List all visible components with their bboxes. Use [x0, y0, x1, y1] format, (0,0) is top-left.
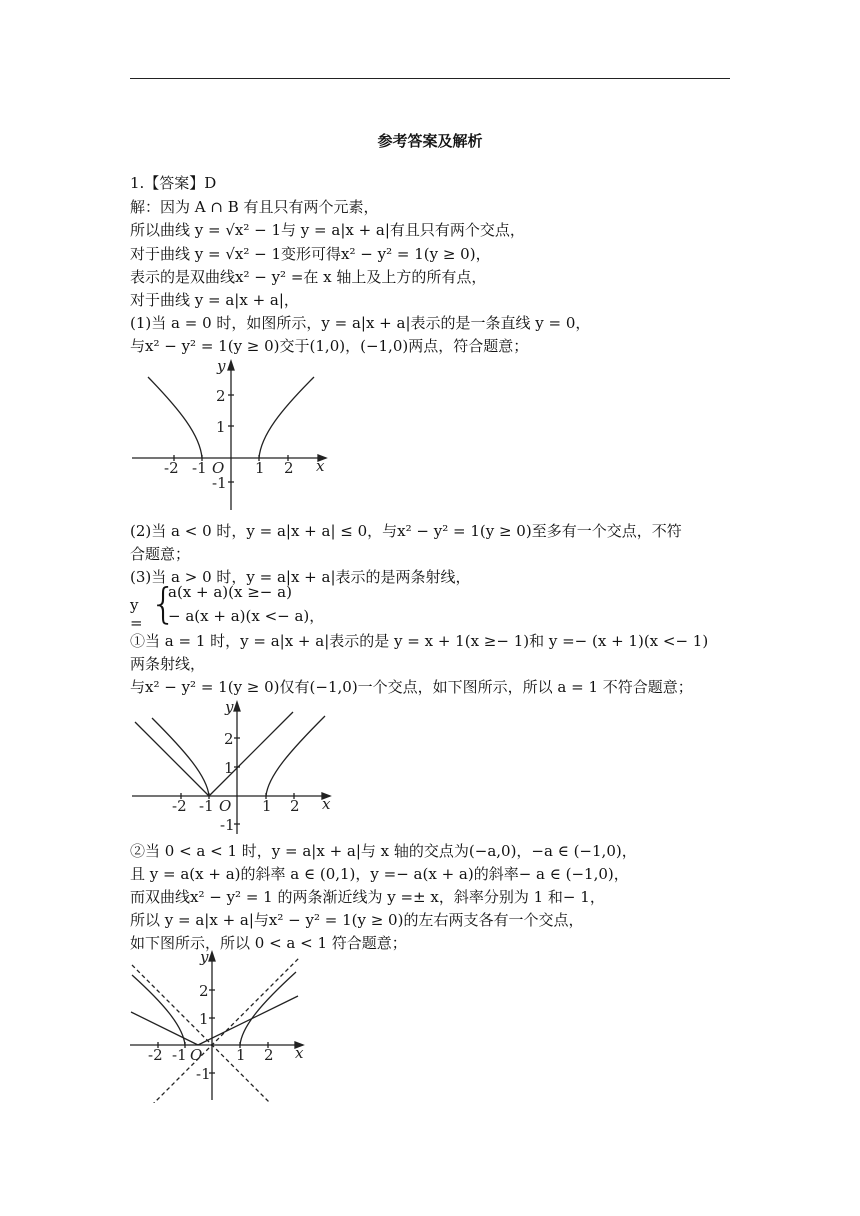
tick-label: 1: [216, 418, 226, 436]
text-line: 所以 y = a|x + a|与x² − y² = 1(y ≥ 0)的左右两支各有一个交点，: [130, 911, 584, 929]
tick-label: -1: [196, 1065, 211, 1083]
text-line: 如下图所示，所以 0 < a < 1 符合题意；: [130, 934, 407, 952]
tick-label: 1: [224, 759, 234, 777]
tick-label: 2: [264, 1046, 274, 1064]
tick-label: -2: [148, 1046, 163, 1064]
y-axis-label: y: [225, 698, 234, 716]
tick-label: -1: [192, 459, 207, 477]
tick-label: -1: [199, 797, 214, 815]
text-line: (1)当 a = 0 时，如图所示，y = a|x + a|表示的是一条直线 y = 0，: [130, 314, 591, 332]
y-axis-label: y: [217, 357, 226, 375]
x-axis-label: x: [322, 795, 331, 813]
origin-label: O: [212, 459, 225, 477]
text-line: 且 y = a(x + a)的斜率 a ∈ (0,1)，y =− a(x + a)的斜率− a ∈ (−1,0)，: [130, 865, 629, 883]
tick-label: 2: [284, 459, 294, 477]
tick-label: 1: [236, 1046, 246, 1064]
piecewise-lead: y =: [130, 596, 143, 632]
graph-case-a0: [130, 355, 335, 515]
tick-label: -2: [164, 459, 179, 477]
tick-label: 2: [224, 730, 234, 748]
text-line: ①当 a = 1 时，y = a|x + a|表示的是 y = x + 1(x ≥− 1)和 y =− (x + 1)(x <− 1): [130, 632, 709, 650]
origin-label: O: [219, 797, 232, 815]
text-line: 两条射线，: [130, 655, 206, 673]
brace-symbol: {: [150, 579, 177, 628]
tick-label: -1: [212, 474, 227, 492]
header-rule: [130, 78, 730, 79]
origin-label: O: [190, 1046, 203, 1064]
text-line: 合题意；: [130, 545, 191, 563]
x-axis-label: x: [316, 457, 325, 475]
text-line: 解：因为 A ∩ B 有且只有两个元素，: [130, 198, 379, 216]
text-line: ②当 0 < a < 1 时，y = a|x + a|与 x 轴的交点为(−a,0)，−a ∈ (−1,0)，: [130, 842, 637, 860]
text-line: 对于曲线 y = a|x + a|，: [130, 291, 299, 309]
graph-case-a-between: [128, 948, 313, 1103]
y-axis-label: y: [200, 948, 209, 966]
piecewise-case: − a(x + a)(x <− a)，: [168, 607, 325, 625]
text-line: 对于曲线 y = √x² − 1变形可得x² − y² = 1(y ≥ 0)，: [130, 245, 491, 263]
text-line: 与x² − y² = 1(y ≥ 0)交于(1,0)，(−1,0)两点，符合题意；: [130, 337, 529, 355]
text-line: 而双曲线x² − y² = 1 的两条渐近线为 y =± x，斜率分别为 1 和− 1，: [130, 888, 605, 906]
text-line: (2)当 a < 0 时，y = a|x + a| ≤ 0，与x² − y² = 1(y ≥ 0)至多有一个交点，不符: [130, 522, 682, 540]
tick-label: 2: [290, 797, 300, 815]
tick-label: -2: [172, 797, 187, 815]
page-title: 参考答案及解析: [377, 132, 483, 150]
tick-label: 2: [216, 387, 226, 405]
tick-label: 1: [199, 1010, 209, 1028]
tick-label: 1: [255, 459, 265, 477]
text-line: 所以曲线 y = √x² − 1与 y = a|x + a|有且只有两个交点，: [130, 221, 525, 239]
tick-label: -1: [220, 816, 235, 834]
tick-label: 1: [262, 797, 272, 815]
graph-case-a1: [130, 696, 340, 836]
x-axis-label: x: [295, 1044, 304, 1062]
text-line: (3)当 a > 0 时，y = a|x + a|表示的是两条射线，: [130, 568, 471, 586]
text-line: 与x² − y² = 1(y ≥ 0)仅有(−1,0)一个交点，如下图所示，所以 a = 1 不符合题意；: [130, 678, 693, 696]
piecewise-case: a(x + a)(x ≥− a): [168, 583, 292, 601]
answer-line: 1.【答案】D: [130, 174, 217, 192]
text-line: 表示的是双曲线x² − y² =在 x 轴上及上方的所有点，: [130, 268, 487, 286]
tick-label: -1: [172, 1046, 187, 1064]
tick-label: 2: [199, 982, 209, 1000]
